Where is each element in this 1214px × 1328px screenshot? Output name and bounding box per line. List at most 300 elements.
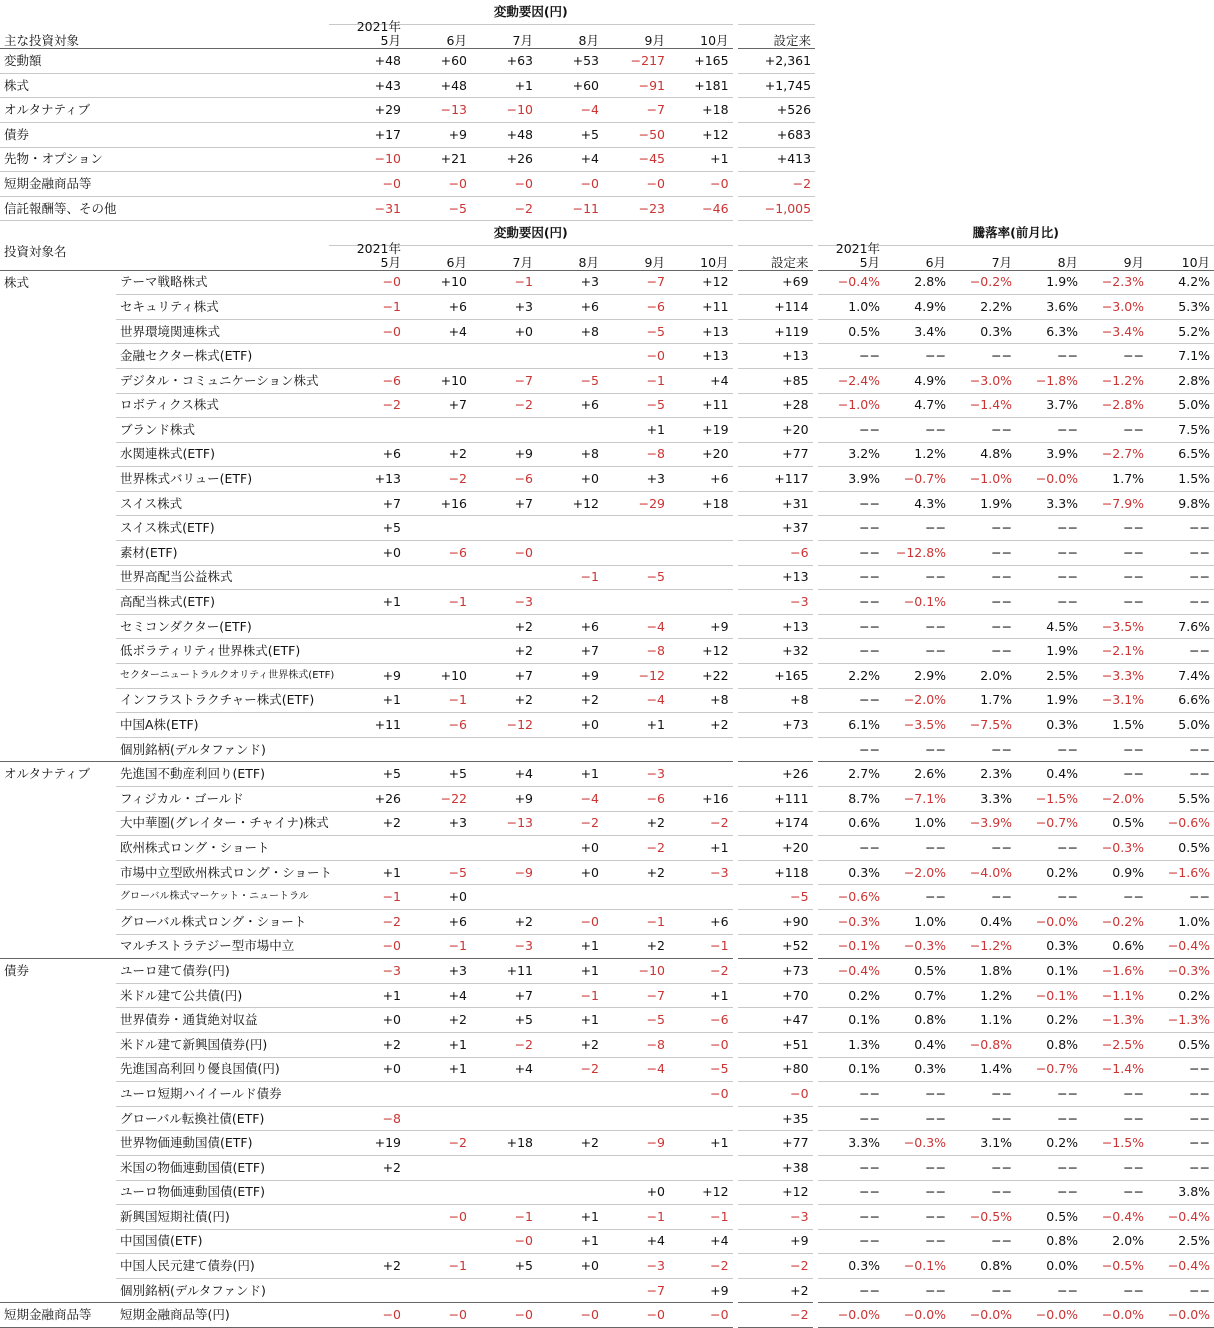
value-cell: +2 xyxy=(471,614,537,639)
since-cell: −0 xyxy=(735,1082,815,1107)
value-cell xyxy=(405,418,471,443)
value-cell: +6 xyxy=(405,909,471,934)
value-cell: −0 xyxy=(471,1229,537,1254)
item-label: スイス株式(ETF) xyxy=(116,516,329,541)
empty-cell xyxy=(0,1057,116,1082)
since-cell: +1,745 xyxy=(735,73,815,98)
value-cell: −6 xyxy=(405,713,471,738)
value-cell: −2 xyxy=(471,196,537,221)
value-cell: −1 xyxy=(537,983,603,1008)
value-cell: −4 xyxy=(603,614,669,639)
value-cell: +1 xyxy=(537,1229,603,1254)
rate-cell: −− xyxy=(884,1205,950,1230)
value-cell: −0 xyxy=(329,319,405,344)
value-cell: +1 xyxy=(471,73,537,98)
since-cell: +85 xyxy=(735,368,815,393)
rate-cell: 1.1% xyxy=(950,1008,1016,1033)
item-label: 世界高配当公益株式 xyxy=(116,565,329,590)
rate-cell: −1.5% xyxy=(1082,1131,1148,1156)
since-cell: +77 xyxy=(735,442,815,467)
value-cell: +1 xyxy=(537,1205,603,1230)
value-cell xyxy=(537,737,603,762)
rate-cell: −− xyxy=(884,737,950,762)
rate-cell: −− xyxy=(1148,885,1214,910)
table-row xyxy=(0,172,1214,197)
value-cell: −3 xyxy=(603,1254,669,1279)
month-header: 7月 xyxy=(471,24,537,49)
value-cell: −0 xyxy=(603,172,669,197)
rate-cell: −− xyxy=(950,1278,1016,1303)
empty-cell xyxy=(1148,98,1214,123)
rate-cell: −− xyxy=(1148,737,1214,762)
table-row xyxy=(0,541,1214,566)
rate-cell: −− xyxy=(815,418,884,443)
item-label: マルチストラテジー型市場中立 xyxy=(116,934,329,959)
table-row xyxy=(0,147,1214,172)
value-cell: −2 xyxy=(669,811,735,836)
item-label: 中国A株(ETF) xyxy=(116,713,329,738)
rate-cell: −0.4% xyxy=(1148,1205,1214,1230)
rate-cell: −0.4% xyxy=(815,959,884,984)
rate-cell: −− xyxy=(1148,590,1214,615)
value-cell xyxy=(537,1106,603,1131)
value-cell xyxy=(603,737,669,762)
rate-cell: −0.3% xyxy=(1082,836,1148,861)
since-cell: +165 xyxy=(735,664,815,689)
empty-cell xyxy=(0,787,116,812)
value-cell: +1 xyxy=(669,836,735,861)
since-cell: +20 xyxy=(735,418,815,443)
table-row xyxy=(0,295,1214,320)
rate-cell: −0.4% xyxy=(1082,1205,1148,1230)
empty-cell xyxy=(0,934,116,959)
value-cell: +18 xyxy=(669,491,735,516)
empty-cell xyxy=(950,147,1016,172)
rate-cell: 0.3% xyxy=(884,1057,950,1082)
empty-cell xyxy=(0,1180,116,1205)
rate-cell: 2.8% xyxy=(1148,368,1214,393)
value-cell xyxy=(329,1082,405,1107)
value-cell: +22 xyxy=(669,664,735,689)
rate-cell: 6.6% xyxy=(1148,688,1214,713)
value-cell: −8 xyxy=(603,1032,669,1057)
table2-row-header: 投資対象名 xyxy=(0,245,329,270)
since-cell: +31 xyxy=(735,491,815,516)
value-cell: −3 xyxy=(603,762,669,787)
value-cell: −0 xyxy=(603,1303,669,1328)
value-cell xyxy=(603,516,669,541)
empty-cell xyxy=(116,0,329,24)
value-cell xyxy=(471,516,537,541)
value-cell: −1 xyxy=(405,934,471,959)
value-cell: −0 xyxy=(537,172,603,197)
value-cell: −6 xyxy=(471,467,537,492)
item-label: 素材(ETF) xyxy=(116,541,329,566)
rate-cell: −3.0% xyxy=(950,368,1016,393)
rate-cell: −0.6% xyxy=(815,885,884,910)
item-label: 中国人民元建て債券(円) xyxy=(116,1254,329,1279)
value-cell: −7 xyxy=(603,1278,669,1303)
value-cell xyxy=(471,1082,537,1107)
rate-cell: 7.5% xyxy=(1148,418,1214,443)
value-cell xyxy=(669,565,735,590)
rate-cell: −1.4% xyxy=(950,393,1016,418)
rate-cell: 1.0% xyxy=(1148,909,1214,934)
rate-cell: −− xyxy=(815,516,884,541)
value-cell xyxy=(537,516,603,541)
value-cell: +1 xyxy=(329,688,405,713)
value-cell: −3 xyxy=(669,860,735,885)
since-cell: −6 xyxy=(735,541,815,566)
rate-cell: −0.5% xyxy=(1082,1254,1148,1279)
rate-cell: −0.1% xyxy=(884,590,950,615)
value-cell: +12 xyxy=(669,270,735,295)
empty-cell xyxy=(0,418,116,443)
table-row xyxy=(0,565,1214,590)
value-cell xyxy=(329,1229,405,1254)
empty-cell xyxy=(1148,122,1214,147)
value-cell xyxy=(603,1082,669,1107)
value-cell: +63 xyxy=(471,49,537,74)
since-cell: +2,361 xyxy=(735,49,815,74)
table-row xyxy=(0,418,1214,443)
value-cell: −8 xyxy=(603,639,669,664)
rate-cell: 3.1% xyxy=(950,1131,1016,1156)
rate-cell: −− xyxy=(1148,1057,1214,1082)
rate-cell: 6.3% xyxy=(1016,319,1082,344)
rate-cell: 3.3% xyxy=(950,787,1016,812)
value-cell xyxy=(537,344,603,369)
value-cell: −45 xyxy=(603,147,669,172)
item-label: グローバル株式マーケット・ニュートラル xyxy=(116,885,329,910)
rate-cell: −− xyxy=(950,1106,1016,1131)
empty-cell xyxy=(1148,147,1214,172)
table-row xyxy=(0,885,1214,910)
value-cell: −0 xyxy=(669,1082,735,1107)
table-row xyxy=(0,983,1214,1008)
item-label: グローバル転換社債(ETF) xyxy=(116,1106,329,1131)
rate-cell: −− xyxy=(950,737,1016,762)
value-cell: +4 xyxy=(537,147,603,172)
value-cell: −13 xyxy=(405,98,471,123)
empty-cell xyxy=(950,196,1016,221)
rate-cell: 0.3% xyxy=(815,860,884,885)
rate-cell: 5.5% xyxy=(1148,787,1214,812)
value-cell: +0 xyxy=(329,1008,405,1033)
value-cell: +9 xyxy=(471,787,537,812)
table-row xyxy=(0,442,1214,467)
rate-cell: 3.2% xyxy=(815,442,884,467)
rate-cell: −− xyxy=(1016,1106,1082,1131)
value-cell: −0 xyxy=(405,1303,471,1328)
value-cell: −7 xyxy=(471,368,537,393)
rate-cell: −0.0% xyxy=(1016,1303,1082,1328)
rate-cell: −− xyxy=(815,1278,884,1303)
since-cell: +111 xyxy=(735,787,815,812)
rate-cell: 0.2% xyxy=(1016,860,1082,885)
value-cell xyxy=(329,344,405,369)
item-label: ユーロ短期ハイイールド債券 xyxy=(116,1082,329,1107)
since-cell: +13 xyxy=(735,565,815,590)
value-cell: +7 xyxy=(405,393,471,418)
table-row xyxy=(0,1303,1214,1328)
rate-month-header: 6月 xyxy=(884,245,950,270)
empty-cell xyxy=(815,196,884,221)
rate-cell: −0.1% xyxy=(815,934,884,959)
item-label: 先進国不動産利回り(ETF) xyxy=(116,762,329,787)
table-row xyxy=(0,1057,1214,1082)
table-row xyxy=(0,1180,1214,1205)
since-cell: +73 xyxy=(735,959,815,984)
empty-cell xyxy=(1082,122,1148,147)
value-cell: +3 xyxy=(405,811,471,836)
rate-cell: 6.1% xyxy=(815,713,884,738)
empty-cell xyxy=(815,49,884,74)
rate-cell: −− xyxy=(884,614,950,639)
rate-cell: 0.5% xyxy=(1082,811,1148,836)
rate-cell: −0.1% xyxy=(1016,983,1082,1008)
value-cell: −0 xyxy=(329,934,405,959)
item-label: 個別銘柄(デルタファンド) xyxy=(116,737,329,762)
rate-cell: 0.5% xyxy=(1148,1032,1214,1057)
value-cell: −5 xyxy=(669,1057,735,1082)
rate-cell: 0.3% xyxy=(1016,713,1082,738)
item-label: テーマ戦略株式 xyxy=(116,270,329,295)
rate-month-header: 10月 xyxy=(1148,245,1214,270)
empty-cell xyxy=(884,24,950,49)
value-cell: +4 xyxy=(669,368,735,393)
table-row xyxy=(0,590,1214,615)
since-cell: +114 xyxy=(735,295,815,320)
rate-cell: −− xyxy=(950,541,1016,566)
rate-month-header: 8月 xyxy=(1016,245,1082,270)
rate-cell: 0.3% xyxy=(1016,934,1082,959)
rate-cell: −− xyxy=(1082,344,1148,369)
item-label: セキュリティ株式 xyxy=(116,295,329,320)
value-cell xyxy=(537,1082,603,1107)
rate-cell: 2.6% xyxy=(884,762,950,787)
rate-cell: −2.8% xyxy=(1082,393,1148,418)
table-row xyxy=(0,1205,1214,1230)
rate-cell: −7.1% xyxy=(884,787,950,812)
rate-cell: −− xyxy=(1082,418,1148,443)
empty-cell xyxy=(0,1008,116,1033)
rate-cell: −− xyxy=(815,491,884,516)
value-cell: +60 xyxy=(537,73,603,98)
rate-cell: 4.9% xyxy=(884,368,950,393)
value-cell: +48 xyxy=(405,73,471,98)
month-label: 5月 xyxy=(380,254,401,270)
value-cell: −3 xyxy=(329,959,405,984)
rate-cell: 7.4% xyxy=(1148,664,1214,689)
since-cell: +683 xyxy=(735,122,815,147)
value-cell xyxy=(329,565,405,590)
rate-cell: 5.0% xyxy=(1148,713,1214,738)
value-cell: −0 xyxy=(471,541,537,566)
rate-cell: 9.8% xyxy=(1148,491,1214,516)
empty-cell xyxy=(0,344,116,369)
value-cell: −23 xyxy=(603,196,669,221)
value-cell: +2 xyxy=(603,934,669,959)
rate-cell: −12.8% xyxy=(884,541,950,566)
row-label: オルタナティブ xyxy=(0,98,329,123)
rate-cell: 2.0% xyxy=(950,664,1016,689)
rate-cell: −− xyxy=(1082,516,1148,541)
rate-cell: −− xyxy=(815,1082,884,1107)
value-cell xyxy=(603,1155,669,1180)
empty-cell xyxy=(0,639,116,664)
empty-cell xyxy=(1016,98,1082,123)
rate-cell: −− xyxy=(884,1106,950,1131)
value-cell: +1 xyxy=(405,1057,471,1082)
rate-cell: 2.7% xyxy=(815,762,884,787)
value-cell: −3 xyxy=(471,934,537,959)
rate-cell: −− xyxy=(1016,1278,1082,1303)
value-cell: −0 xyxy=(537,1303,603,1328)
since-cell: +20 xyxy=(735,836,815,861)
since-cell: +80 xyxy=(735,1057,815,1082)
rate-month-header: 9月 xyxy=(1082,245,1148,270)
value-cell: −217 xyxy=(603,49,669,74)
value-cell: +13 xyxy=(329,467,405,492)
rate-cell: 0.5% xyxy=(884,959,950,984)
value-cell: +5 xyxy=(471,1008,537,1033)
value-cell xyxy=(405,836,471,861)
item-label: インフラストラクチャー株式(ETF) xyxy=(116,688,329,713)
rate-cell: −1.3% xyxy=(1082,1008,1148,1033)
rate-cell: −2.7% xyxy=(1082,442,1148,467)
rate-cell: −− xyxy=(815,639,884,664)
value-cell: −1 xyxy=(405,688,471,713)
rate-cell: 0.2% xyxy=(815,983,884,1008)
since-cell: +77 xyxy=(735,1131,815,1156)
rate-cell: 0.3% xyxy=(815,1254,884,1279)
item-label: 短期金融商品等(円) xyxy=(116,1303,329,1328)
value-cell: +1 xyxy=(669,147,735,172)
empty-cell xyxy=(0,590,116,615)
value-cell: +1 xyxy=(603,418,669,443)
rate-cell: −− xyxy=(950,565,1016,590)
rate-cell: −1.0% xyxy=(815,393,884,418)
value-cell: +9 xyxy=(329,664,405,689)
value-cell xyxy=(405,639,471,664)
value-cell: +4 xyxy=(405,319,471,344)
rate-cell: −− xyxy=(815,1229,884,1254)
rate-cell: −0.3% xyxy=(1148,959,1214,984)
value-cell: +6 xyxy=(669,909,735,934)
rate-cell: −− xyxy=(1082,590,1148,615)
value-cell xyxy=(537,541,603,566)
empty-cell xyxy=(0,1082,116,1107)
since-cell: +32 xyxy=(735,639,815,664)
item-label: 高配当株式(ETF) xyxy=(116,590,329,615)
rate-cell: −1.3% xyxy=(1148,1008,1214,1033)
value-cell: −2 xyxy=(471,1032,537,1057)
month-header: 8月 xyxy=(537,245,603,270)
rate-cell: −1.1% xyxy=(1082,983,1148,1008)
since-cell: +47 xyxy=(735,1008,815,1033)
table-row xyxy=(0,196,1214,221)
empty-cell xyxy=(884,172,950,197)
rate-cell: −2.4% xyxy=(815,368,884,393)
item-label: 大中華圏(グレイター・チャイナ)株式 xyxy=(116,811,329,836)
item-label: グローバル株式ロング・ショート xyxy=(116,909,329,934)
value-cell: +7 xyxy=(471,491,537,516)
month-header: 8月 xyxy=(537,24,603,49)
value-cell: −1 xyxy=(471,270,537,295)
rate-cell: −1.2% xyxy=(950,934,1016,959)
rate-cell: 8.7% xyxy=(815,787,884,812)
value-cell: −2 xyxy=(329,909,405,934)
table-row xyxy=(0,713,1214,738)
value-cell: −8 xyxy=(329,1106,405,1131)
since-cell: +413 xyxy=(735,147,815,172)
empty-cell xyxy=(1016,24,1082,49)
rate-cell: −0.3% xyxy=(884,1131,950,1156)
value-cell: +2 xyxy=(537,688,603,713)
value-cell: +1 xyxy=(669,983,735,1008)
value-cell: −1 xyxy=(471,1205,537,1230)
value-cell: +6 xyxy=(537,393,603,418)
table2-change-title: 変動要因(円) xyxy=(329,221,735,246)
rate-cell: −− xyxy=(950,418,1016,443)
value-cell: +4 xyxy=(603,1229,669,1254)
value-cell: −1 xyxy=(329,885,405,910)
rate-cell: 1.0% xyxy=(884,909,950,934)
value-cell: +0 xyxy=(537,1254,603,1279)
rate-cell: 1.9% xyxy=(950,491,1016,516)
value-cell xyxy=(669,762,735,787)
value-cell xyxy=(471,418,537,443)
rate-cell: −− xyxy=(884,565,950,590)
table-row xyxy=(0,1032,1214,1057)
item-label: 個別銘柄(デルタファンド) xyxy=(116,1278,329,1303)
since-header: 設定来 xyxy=(735,245,815,270)
rate-cell: −− xyxy=(950,516,1016,541)
value-cell xyxy=(405,344,471,369)
value-cell: −31 xyxy=(329,196,405,221)
empty-cell xyxy=(1016,49,1082,74)
value-cell: +6 xyxy=(405,295,471,320)
value-cell: −2 xyxy=(669,1254,735,1279)
rate-cell: 6.5% xyxy=(1148,442,1214,467)
rate-cell: −0.0% xyxy=(1082,1303,1148,1328)
empty-cell xyxy=(815,73,884,98)
value-cell: +7 xyxy=(471,664,537,689)
since-cell: +13 xyxy=(735,344,815,369)
rate-cell: −− xyxy=(1082,885,1148,910)
value-cell: +17 xyxy=(329,122,405,147)
value-cell: +8 xyxy=(537,442,603,467)
value-cell xyxy=(471,1180,537,1205)
row-label: 債券 xyxy=(0,122,329,147)
value-cell: −2 xyxy=(405,467,471,492)
value-cell: +2 xyxy=(471,639,537,664)
row-label: 株式 xyxy=(0,73,329,98)
since-header: 設定来 xyxy=(735,24,815,49)
since-cell: +37 xyxy=(735,516,815,541)
rate-cell: 0.0% xyxy=(1016,1254,1082,1279)
rate-cell: −− xyxy=(1082,1155,1148,1180)
rate-cell: −1.6% xyxy=(1148,860,1214,885)
value-cell: +2 xyxy=(669,713,735,738)
rate-cell: −3.4% xyxy=(1082,319,1148,344)
value-cell: +5 xyxy=(329,762,405,787)
value-cell: +9 xyxy=(669,614,735,639)
rate-cell: −− xyxy=(1016,885,1082,910)
value-cell: +3 xyxy=(603,467,669,492)
table-row xyxy=(0,909,1214,934)
